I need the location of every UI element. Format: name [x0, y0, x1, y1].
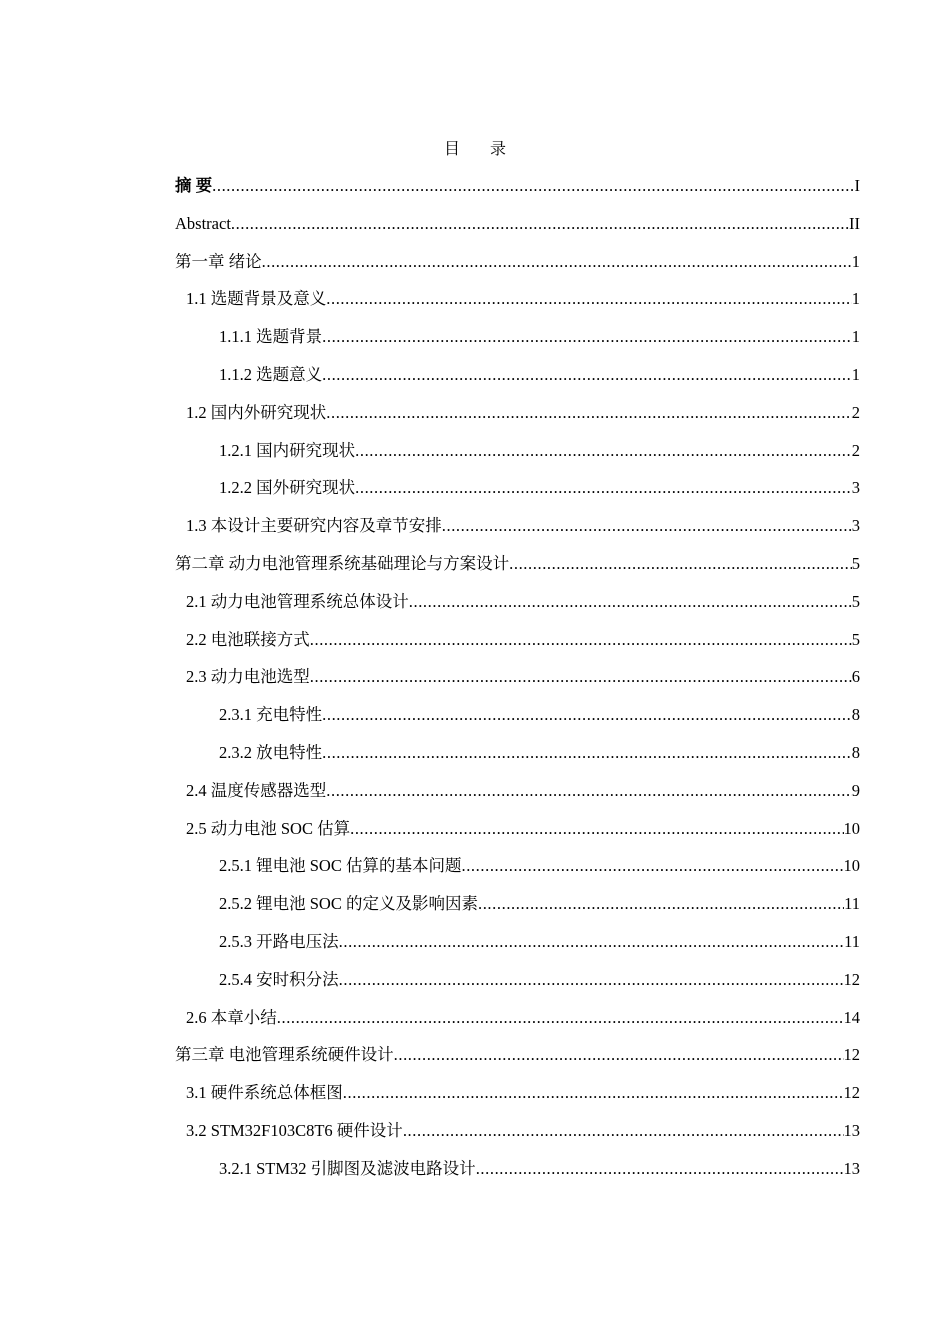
toc-dot-leader — [310, 665, 852, 689]
toc-entry-label: 第三章 电池管理系统硬件设计 — [175, 1045, 394, 1065]
toc-entry-label: 2.3 动力电池选型 — [186, 667, 310, 687]
toc-entry-label: 第二章 动力电池管理系统基础理论与方案设计 — [175, 553, 510, 573]
toc-page-number: I — [854, 176, 860, 195]
toc-dot-leader — [403, 1119, 844, 1143]
toc-entry-label: 第一章 绪论 — [175, 251, 262, 271]
toc-entry-label: 1.2.2 国外研究现状 — [219, 478, 356, 498]
toc-dot-leader — [326, 287, 852, 311]
toc-entry[interactable] — [175, 250, 860, 288]
toc-entry-label: 2.3.1 充电特性 — [219, 705, 323, 725]
toc-entry[interactable] — [175, 552, 860, 590]
toc-entry-label: 3.2 STM32F103C8T6 硬件设计 — [186, 1120, 403, 1140]
toc-entry[interactable] — [175, 1006, 860, 1044]
toc-page-number: 11 — [844, 931, 860, 951]
toc-entry-label: 1.2.1 国内研究现状 — [219, 440, 356, 460]
toc-entry[interactable] — [175, 401, 860, 439]
toc-entry-label: 1.3 本设计主要研究内容及章节安排 — [186, 516, 442, 536]
toc-entry-label: 1.1 选题背景及意义 — [186, 289, 327, 309]
toc-entry[interactable] — [175, 628, 860, 666]
toc-page-number: 10 — [843, 818, 860, 838]
toc-dot-leader — [442, 514, 852, 538]
toc-dot-leader — [322, 363, 852, 387]
toc-entry[interactable] — [175, 363, 860, 401]
toc-entry-label: 2.5.4 安时积分法 — [219, 969, 339, 989]
toc-dot-leader — [350, 817, 843, 841]
toc-entry-label: 1.2 国内外研究现状 — [186, 402, 327, 422]
toc-entry-label: 2.5.3 开路电压法 — [219, 931, 339, 951]
toc-dot-leader — [355, 439, 852, 463]
toc-dot-leader — [277, 1006, 844, 1030]
toc-entry[interactable] — [175, 439, 860, 477]
toc-page-number: 11 — [844, 894, 860, 914]
toc-dot-leader — [322, 741, 852, 765]
toc-dot-leader — [322, 325, 852, 349]
toc-entry-label: 2.3.2 放电特性 — [219, 742, 323, 762]
toc-entry-label: 2.1 动力电池管理系统总体设计 — [186, 591, 409, 611]
toc-dot-leader — [355, 476, 852, 500]
toc-dot-leader — [394, 1043, 844, 1067]
toc-entry-label: 1.1.1 选题背景 — [219, 327, 323, 347]
toc-entry-label: 摘 要 — [175, 176, 213, 195]
toc-entry[interactable] — [175, 817, 860, 855]
toc-page-number: 12 — [843, 969, 860, 989]
toc-entry[interactable] — [175, 892, 860, 930]
toc-entry[interactable] — [175, 665, 860, 703]
toc-entry[interactable] — [175, 854, 860, 892]
toc-entry-label: 2.4 温度传感器选型 — [186, 780, 327, 800]
toc-page-number: 14 — [843, 1007, 860, 1027]
toc-entry[interactable] — [175, 930, 860, 968]
toc-page-number: II — [849, 213, 860, 233]
toc-dot-leader — [461, 854, 843, 878]
toc-page-number: 13 — [843, 1158, 860, 1178]
toc-page-number: 13 — [843, 1120, 860, 1140]
toc-entry-label: 3.2.1 STM32 引脚图及滤波电路设计 — [219, 1158, 476, 1178]
toc-dot-leader — [476, 1157, 844, 1181]
toc-dot-leader — [212, 174, 854, 198]
toc-entry-label: 1.1.2 选题意义 — [219, 364, 323, 384]
toc-page-number: 9 — [851, 780, 860, 800]
toc-page-number: 1 — [851, 289, 860, 309]
toc-title — [0, 140, 950, 160]
toc-entry[interactable] — [175, 1157, 860, 1195]
toc-entry[interactable] — [175, 325, 860, 363]
toc-dot-leader — [509, 552, 852, 576]
toc-dot-leader — [478, 892, 844, 916]
toc-entry-label: 2.5.1 锂电池 SOC 估算的基本问题 — [219, 856, 462, 876]
toc-entry[interactable] — [175, 779, 860, 817]
toc-page-number: 10 — [843, 856, 860, 876]
toc-entry[interactable] — [175, 741, 860, 779]
toc-page-number: 5 — [851, 553, 860, 573]
table-of-contents — [175, 174, 860, 1195]
toc-title-char-1: 目 — [443, 141, 460, 158]
toc-page-number: 3 — [851, 478, 860, 498]
toc-page-number: 5 — [851, 629, 860, 649]
toc-page-number: 3 — [851, 516, 860, 536]
toc-dot-leader — [310, 628, 852, 652]
toc-page-number: 6 — [851, 667, 860, 687]
toc-entry[interactable] — [175, 514, 860, 552]
toc-entry[interactable] — [175, 476, 860, 514]
toc-title-char-2: 录 — [490, 141, 507, 158]
toc-dot-leader — [231, 212, 849, 236]
toc-entry[interactable] — [175, 212, 860, 250]
toc-page-number: 2 — [851, 440, 860, 460]
toc-entry-label: 2.2 电池联接方式 — [186, 629, 310, 649]
toc-entry[interactable] — [175, 1043, 860, 1081]
toc-entry[interactable] — [175, 1081, 860, 1119]
toc-dot-leader — [409, 590, 852, 614]
toc-page-number: 1 — [851, 251, 860, 271]
toc-entry[interactable] — [175, 1119, 860, 1157]
toc-dot-leader — [339, 968, 844, 992]
toc-dot-leader — [343, 1081, 844, 1105]
toc-entry-label: 2.5 动力电池 SOC 估算 — [186, 818, 351, 838]
toc-entry-label: 2.5.2 锂电池 SOC 的定义及影响因素 — [219, 894, 478, 914]
toc-entry-label: Abstract — [175, 213, 231, 233]
toc-entry[interactable] — [175, 968, 860, 1006]
toc-page-number: 8 — [851, 705, 860, 725]
toc-page-number: 12 — [843, 1045, 860, 1065]
toc-page-number: 12 — [843, 1083, 860, 1103]
toc-dot-leader — [322, 703, 852, 727]
toc-page-number: 2 — [851, 402, 860, 422]
toc-dot-leader — [326, 401, 852, 425]
toc-page-number: 1 — [851, 364, 860, 384]
toc-page-number: 8 — [851, 742, 860, 762]
toc-entry[interactable] — [175, 590, 860, 628]
toc-dot-leader — [326, 779, 852, 803]
toc-entry-label: 2.6 本章小结 — [186, 1007, 277, 1027]
toc-dot-leader — [339, 930, 844, 954]
toc-page-number: 1 — [851, 327, 860, 347]
toc-entry[interactable] — [175, 287, 860, 325]
toc-page-number: 5 — [851, 591, 860, 611]
toc-dot-leader — [262, 250, 852, 274]
toc-entry[interactable] — [175, 174, 860, 212]
toc-entry[interactable] — [175, 703, 860, 741]
toc-entry-label: 3.1 硬件系统总体框图 — [186, 1083, 343, 1103]
